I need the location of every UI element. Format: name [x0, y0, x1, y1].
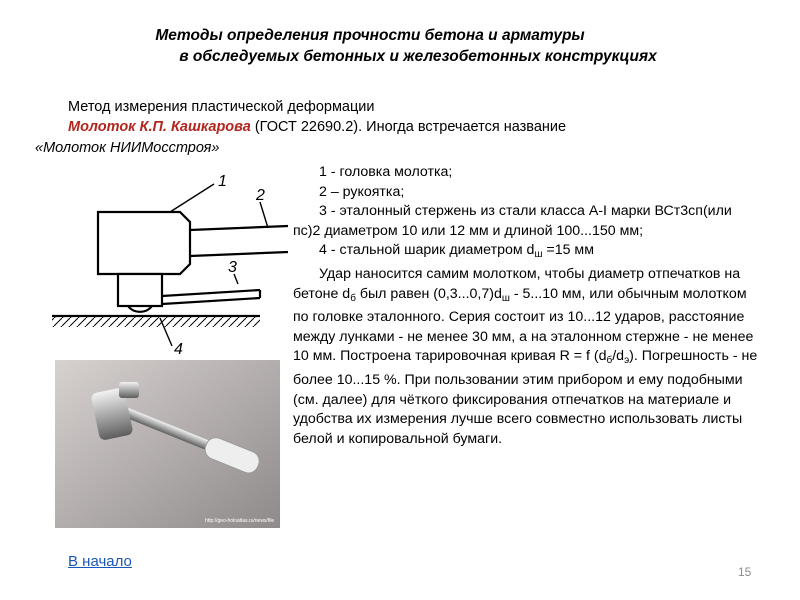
diagram-label-4: 4 [174, 341, 183, 358]
diagram-label-3: 3 [228, 259, 237, 276]
desc-sub-4: э [624, 355, 630, 367]
diagram-label-2: 2 [256, 187, 265, 204]
desc-sub-3: б [606, 355, 613, 367]
desc-part-e: ). Погрешность - не более 10...15 %. При пользовании этим прибором и ему подобными (см. далее) для чёткого фиксирования отпечатков на материале и удобства их измерения лучше всего совместно использовать листы белой и копировальной бумаги. [293, 348, 758, 447]
legend-item-4-text: 4 - стальной шарик диаметром d [319, 242, 535, 259]
hammer-name: Молоток К.П. Кашкарова [68, 119, 251, 135]
desc-part-d: /d [612, 348, 625, 365]
slide-title-line2: в обследуемых бетонных и железобетонных конструкциях [179, 48, 657, 65]
desc-sub-1: б [350, 292, 356, 304]
legend-and-description [293, 163, 763, 449]
method-line: Метод измерения пластической деформации [68, 99, 375, 115]
description-paragraph [293, 265, 763, 449]
desc-part-c: - 5...10 мм, или обычным молотком по головке эталонного. Серия состоит из 10...12 ударов, расстояние между лунками - не менее 30 мм, а на эталонном стержне - не менее 10 мм. Построена тарировочная кривая R = f (d [293, 285, 754, 365]
desc-part-a: Удар наносится самим молотком, чтобы диаметр отпечатков на бетоне d [293, 265, 741, 302]
legend-item-3: 3 - эталонный стержень из стали класса А-I марки ВСт3сп(или пс)2 диаметром 10 или 12 мм и длиной 100...150 мм; [293, 203, 732, 239]
diagram-label-1: 1 [218, 173, 227, 190]
photo-watermark: http://geo-holoatlas.ru/news/file [205, 518, 275, 524]
desc-sub-2: ш [501, 292, 510, 304]
desc-part-b: был равен (0,3...0,7)d [355, 285, 502, 302]
legend-item-4-sub: ш [534, 249, 543, 261]
gost-text: (ГОСТ 22690.2). Иногда встречается название [250, 119, 567, 135]
page-number: 15 [738, 565, 752, 579]
slide-title-line1: Методы определения прочности бетона и арматуры [155, 27, 585, 44]
hammer-line [68, 117, 758, 137]
legend-item-4 [293, 241, 763, 265]
back-to-start-link[interactable]: В начало [68, 553, 132, 570]
intro-text [68, 97, 758, 137]
legend-item-1: 1 - головка молотка; [319, 164, 453, 180]
hammer-photo [55, 360, 280, 528]
legend-item-2: 2 – рукоятка; [319, 183, 405, 200]
legend-item-4-value: =15 мм [542, 242, 594, 259]
alt-name: «Молоток НИИМосстроя» [35, 140, 220, 156]
hammer-diagram [38, 166, 290, 360]
